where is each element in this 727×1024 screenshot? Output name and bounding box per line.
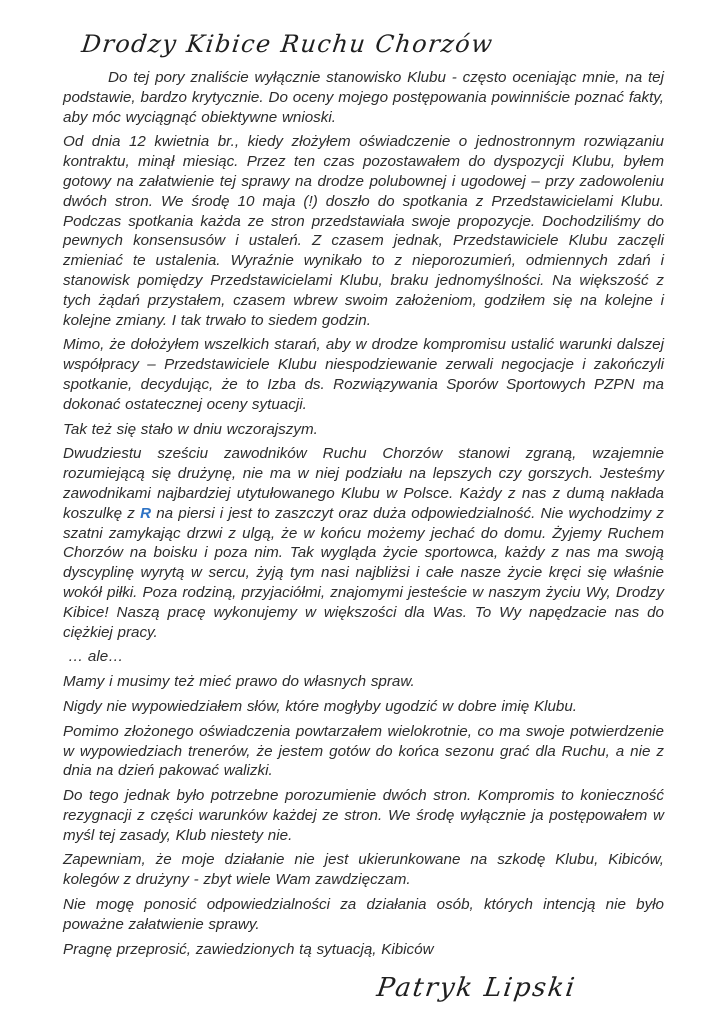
paragraph-breakdown: Mimo, że dołożyłem wszelkich starań, aby w drodze kompromisu ustalić warunki dalszej współpracy – Przedstawiciele Klubu niespodziewanie zerwali negocjacje i zakończyli spotkanie, decydując, że to Izba ds. Rozwiązywania Sporów Sportowych PZPN ma dokonać ostatecznej oceny sytuacji. bbox=[63, 336, 664, 413]
paragraph-team bbox=[63, 444, 664, 642]
letter-title: Drodzy Kibice Ruchu Chorzów bbox=[80, 30, 496, 58]
paragraph-responsibility: Nie mogę ponosić odpowiedzialności za działania osób, których intencją nie było poważne załatwienie sprawy. bbox=[63, 896, 664, 933]
club-r-letter: R bbox=[140, 504, 152, 522]
paragraph-negotiations: Od dnia 12 kwietnia br., kiedy złożyłem oświadczenie o jednostronnym rozwiązaniu kontraktu, minął miesiąc. Przez ten czas pozostawałem do dyspozycji Klubu, byłem gotowy na załatwienie tej sprawy na drodze polubownej i ugodowej – przy zadowoleniu dwóch stron. We środę 10 maja (!) doszło do spotkania z Przedstawicielami Klubu. Podczas spotkania każda ze stron przedstawiała swoje propozycje. Dochodziliśmy do pewnych konsensusów i ustaleń. Z czasem jednak, Przedstawiciele Klubu zaczęli zmieniać te ustalenia. Wyraźnie wynikało to z nieporozumień, odmiennych zdań i stanowisk pomiędzy Przedstawicielami Klubu, braku jednomyślności. Na większość z tych żądań przystałem, czasem wbrew swoim założeniom, godziłem się na kolejne i kolejne zmiany. I tak trwało to siedem godzin. bbox=[63, 133, 664, 329]
paragraph-intro: Do tej pory znaliście wyłącznie stanowisko Klubu - często oceniając mnie, na tej podstawie, bardzo krytycznie. Do oceny mojego postępowania powinniście poznać fakty, aby móc wyciągnąć obiektywne wnioski. bbox=[63, 69, 664, 126]
paragraph-never-said: Nigdy nie wypowiedziałem słów, które mogłyby ugodzić w dobre imię Klubu. bbox=[63, 697, 578, 715]
paragraph-ale: … ale… bbox=[68, 648, 124, 666]
paragraph-own-matters: Mamy i musimy też mieć prawo do własnych spraw. bbox=[63, 673, 415, 691]
signature-patryk-lipski: Patryk Lipski bbox=[374, 973, 579, 1004]
paragraph-apology: Pragnę przeprosić, zawiedzionych tą sytuacją, Kibiców bbox=[63, 940, 434, 958]
paragraph-team-text-before: Dwudziestu sześciu zawodników Ruchu Chorzów stanowi zgraną, wzajemnie rozumiejącą się drużynę, nie ma w niej podziału na lepszych czy gorszych. Jesteśmy zawodnikami najbardziej utytułowanego Klubu w Polsce. Każdy z nas z dumą nakłada koszulkę z bbox=[63, 445, 664, 522]
paragraph-compromise: Do tego jednak było potrzebne porozumienie dwóch stron. Kompromis to konieczność rezygnacji z części warunków każdej ze stron. We środę wyłącznie ja postępowałem w myśl tej zasady, Klub niestety nie. bbox=[63, 787, 664, 844]
signature-row bbox=[63, 973, 664, 1003]
paragraph-team-text-after: na piersi i jest to zaszczyt oraz duża odpowiedzialność. Nie wychodzimy z szatni zamykając drzwi z ulgą, że w końcu możemy jechać do domu. Żyjemy Ruchem Chorzów na boisku i poza nim. Tak wygląda życie sportowca, każdy z nas ma swoją dyscyplinę wyrytą w sercu, żyją tym nasi najbliżsi i całe nasze życie kręci się właśnie wokół piłki. Poza rodziną, przyjaciółmi, znajomymi jesteście w naszym życiu Wy, Drodzy Kibice! Naszą pracę wykonujemy w większości dla Was. To Wy napędzacie nas do ciężkiej pracy. bbox=[63, 504, 665, 641]
paragraph-ready-to-play: Pomimo złożonego oświadczenia powtarzałem wielokrotnie, co ma swoje potwierdzenie w wypowiedziach trenerów, że jestem gotów do końca sezonu grać dla Ruchu, a nie z dnia na dzień pakować walizki. bbox=[63, 722, 664, 780]
paragraph-yesterday: Tak też się stało w dniu wczorajszym. bbox=[63, 420, 318, 438]
paragraph-assurance: Zapewniam, że moje działanie nie jest ukierunkowane na szkodę Klubu, Kibiców, kolegów z drużyny - zbyt wiele Wam zawdzięczam. bbox=[63, 851, 664, 889]
